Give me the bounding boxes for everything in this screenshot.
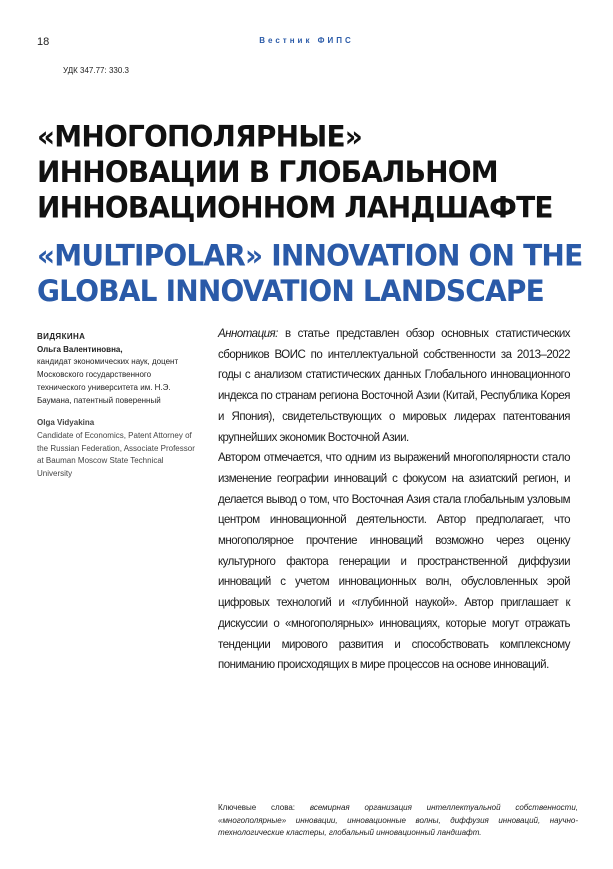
title-en-line: «MULTIPOLAR» INNOVATION ON THE xyxy=(37,238,583,273)
abstract-paragraph: Автором отмечается, что одним из выражений многополярности стало изменение географии инноваций с фокусом на азиатский регион, и делается вывод о том, что Восточная Азия стала глобальным узловым центром инновационной деятельности. Автор предполагает, что многополярное прочтение инноваций возможно через оценку культурного фактора генерации и пространственной диффузии инноваций с учетом инновационных волн, обусловленных эрой цифровых технологий и «глубинной наукой». Автор приглашает к дискуссии о «многополярных» инновациях, которые могут отражать тенденции мирового развития и способствовать комплексному пониманию происходящих в мире процессов на основе инноваций. xyxy=(218,452,570,672)
keywords-label: Ключевые слова: xyxy=(218,803,296,812)
author-bio-en: Candidate of Economics, Patent Attorney of the Russian Federation, Associate Professor at Bauman Moscow State Technical University xyxy=(37,430,195,479)
author-name: Ольга Валентиновна, xyxy=(37,344,123,354)
author-info xyxy=(37,331,199,481)
author-name-en: Olga Vidyakina xyxy=(37,418,95,428)
title-ru-line: «МНОГОПОЛЯРНЫЕ» xyxy=(37,119,363,154)
title-en-line: GLOBAL INNOVATION LANDSCAPE xyxy=(37,273,544,309)
abstract-text: в статье представлен обзор основных статистических сборников ВОИС по интеллектуальной собственности за 2013–2022 годы с анализом статистических данных Глобального инновационного индекса по странам региона Восточной Азии (Китай, Республика Корея и Япония), свидетельствующих о мировых лидерах патентования крупнейших экономик Восточной Азии. xyxy=(218,328,571,444)
article-title-en xyxy=(37,238,597,309)
keywords-text: всемирная организация интеллектуальной собственности, «многополярные» инновации, инновационные волны, диффузия инноваций, научно-технологические кластеры, глобальный инновационный ландшафт. xyxy=(218,803,578,838)
author-info-en xyxy=(37,417,199,481)
page-number: 18 xyxy=(37,36,50,48)
article-title-ru xyxy=(37,119,597,226)
abstract xyxy=(218,324,570,676)
journal-title: Вестник ФИПС xyxy=(259,36,354,45)
keywords xyxy=(218,802,578,840)
udk-code: УДК 347.77: 330.3 xyxy=(63,66,129,75)
author-surname: ВИДЯКИНА xyxy=(37,332,86,341)
title-ru-line: ИННОВАЦИОННОМ ЛАНДШАФТЕ xyxy=(37,190,553,226)
abstract-label: Аннотация: xyxy=(218,328,278,340)
title-ru-line: ИННОВАЦИИ В ГЛОБАЛЬНОМ xyxy=(37,154,498,190)
abstract-paragraph xyxy=(218,324,570,448)
author-bio: кандидат экономических наук, доцент Московского государственного технического университета им. Н.Э. Баумана, патентный поверенный xyxy=(37,357,179,405)
